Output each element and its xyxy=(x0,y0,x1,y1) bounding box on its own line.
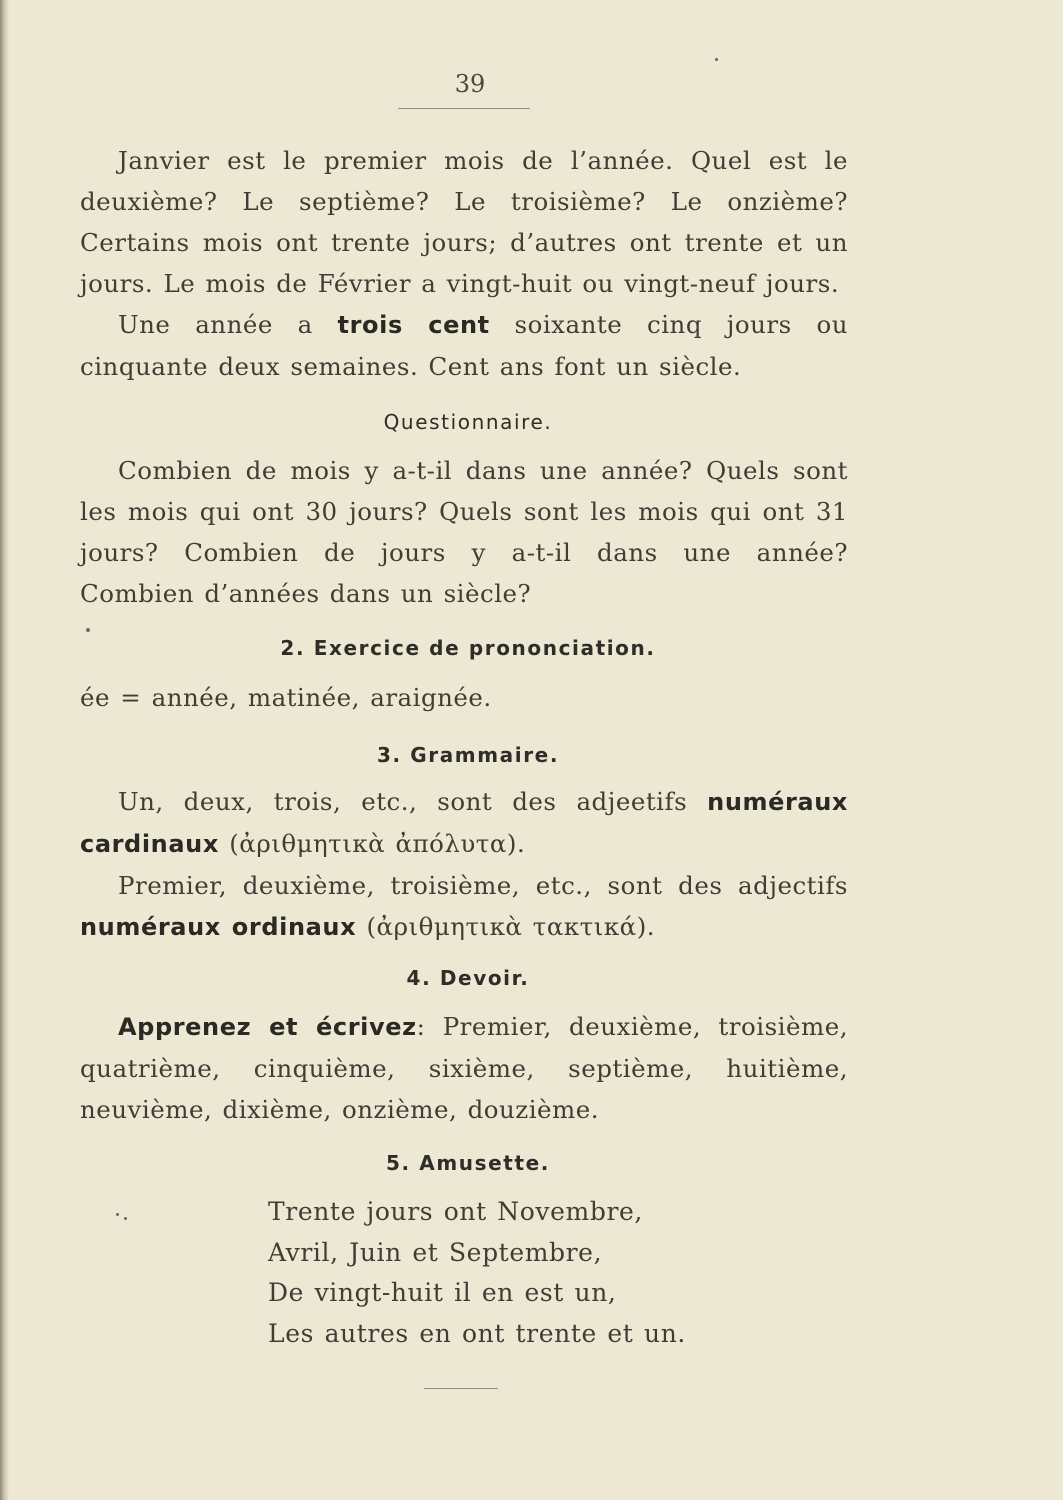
questionnaire-text: Combien de mois y a-t-il dans une année? Quels sont les mois qui ont 30 jours? Quels sont les mois qui ont 31 jours? Combien de jours y a-t-il dans une année? Combien d’années dans un siècle? xyxy=(80,456,848,608)
section4-block xyxy=(80,1006,848,1130)
section3-block xyxy=(80,781,848,948)
print-speck xyxy=(124,1217,127,1220)
poem-line: Avril, Juin et Septembre, xyxy=(268,1237,603,1267)
section3-p1 xyxy=(80,781,848,865)
page-number: 39 xyxy=(454,70,486,98)
paragraph-months-text: Janvier est le premier mois de l’année. Quel est le deuxième? Le septième? Le troisième? Le onzième? Certains mois ont trente jours; d’autres ont trente et un jours. Le mois de Février a vingt-huit ou vingt-neuf jours. xyxy=(80,146,848,298)
questionnaire-title: Questionnaire. xyxy=(383,410,553,434)
section2-text: ée = année, matinée, araignée. xyxy=(80,683,492,712)
section3-p2 xyxy=(80,865,848,948)
paragraph-months xyxy=(80,140,848,387)
section3-p1-after: (ἀριθμητικὰ ἀπόλυτα). xyxy=(218,829,526,858)
section3-p1-bold: numéraux cardinaux xyxy=(80,788,848,858)
section3-p2-after: (ἀριθμητικὰ τακτικά). xyxy=(356,912,656,941)
questionnaire-text-block xyxy=(80,450,848,614)
print-speck xyxy=(116,1213,119,1216)
header-rule xyxy=(398,108,530,109)
paragraph-year-after: soixante cinq jours ou cinquante deux semaines. Cent ans font un siècle. xyxy=(80,310,848,381)
paragraph-year xyxy=(80,304,848,387)
poem xyxy=(268,1192,686,1354)
section4-bold: Apprenez et écrivez xyxy=(118,1013,417,1041)
footer-rule xyxy=(424,1388,498,1389)
page-binding-edge xyxy=(0,0,9,1500)
paragraph-year-before: Une année a xyxy=(118,310,338,339)
section4-text: : Premier, deuxième, troisième, quatrième, cinquième, sixième, septième, huitième, neuvième, dixième, onzième, douzième. xyxy=(80,1012,849,1124)
section3-p2-bold: numéraux ordinaux xyxy=(80,913,357,941)
section3-title: 3. Grammaire. xyxy=(376,743,560,767)
poem-line: Trente jours ont Novembre, xyxy=(268,1197,643,1226)
section5-title: 5. Amusette. xyxy=(386,1151,550,1175)
section4-title: 4. Devoir. xyxy=(406,966,530,990)
section2-block xyxy=(80,677,848,718)
section3-p2-before: Premier, deuxième, troisième, etc., sont des adjectifs xyxy=(118,871,848,900)
poem-line: De vingt-huit il en est un, xyxy=(268,1278,617,1307)
section2-title: 2. Exercice de prononciation. xyxy=(280,636,656,660)
paragraph-year-bold: trois cent xyxy=(337,311,490,339)
section4-paragraph xyxy=(80,1006,848,1130)
print-speck xyxy=(86,628,90,632)
print-speck xyxy=(715,58,718,61)
poem-line: Les autres en ont trente et un. xyxy=(268,1318,686,1348)
section3-p1-before: Un, deux, trois, etc., sont des adjeetifs xyxy=(118,787,708,816)
